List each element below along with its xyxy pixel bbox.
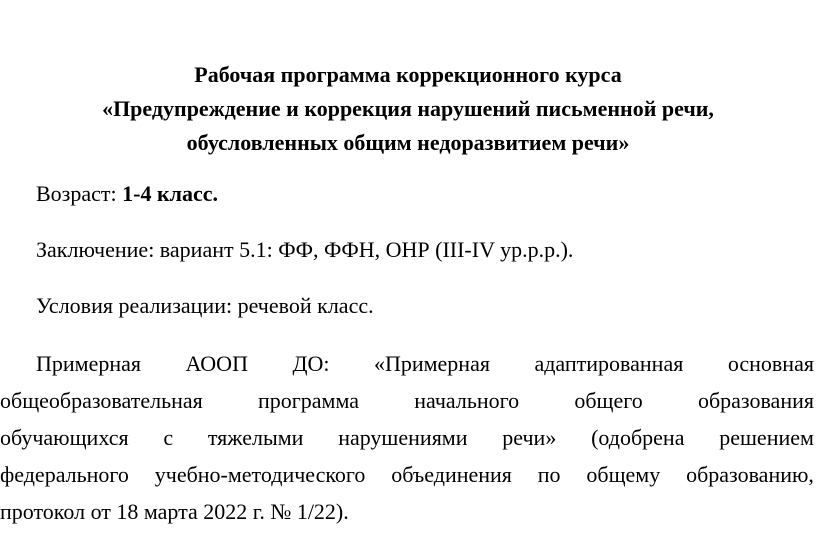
age-value: 1-4 класс. bbox=[122, 181, 218, 206]
word: АООП bbox=[185, 351, 248, 376]
conclusion-paragraph: Заключение: вариант 5.1: ФФ, ФФН, ОНР (III-IV ур.р.р.). bbox=[36, 237, 574, 262]
word: образованию, bbox=[686, 462, 814, 487]
word: объединения bbox=[391, 462, 512, 487]
title-line-1: Рабочая программа коррекционного курса bbox=[194, 62, 622, 87]
word: общего bbox=[574, 388, 643, 413]
word: начального bbox=[414, 388, 520, 413]
word: тяжелыми bbox=[207, 425, 304, 450]
word: решением bbox=[719, 425, 814, 450]
word: общему bbox=[586, 462, 661, 487]
word: речи» bbox=[502, 425, 557, 450]
word: «Примерная bbox=[373, 351, 490, 376]
word: Примерная bbox=[36, 351, 142, 376]
age-label: Возраст: bbox=[36, 181, 123, 206]
program-line-2 bbox=[0, 382, 814, 419]
word: основная bbox=[727, 351, 814, 376]
word: (одобрена bbox=[591, 425, 685, 450]
word: федерального bbox=[0, 462, 129, 487]
word: образования bbox=[697, 388, 814, 413]
conditions-paragraph: Условия реализации: речевой класс. bbox=[36, 293, 374, 318]
program-line-1 bbox=[0, 345, 814, 382]
word: обучающихся bbox=[0, 425, 129, 450]
word: нарушениями bbox=[338, 425, 468, 450]
title-line-2: «Предупреждение и коррекция нарушений письменной речи, bbox=[102, 96, 714, 121]
word: ДО: bbox=[292, 351, 330, 376]
word: адаптированная bbox=[534, 351, 684, 376]
word: с bbox=[163, 425, 174, 450]
word: общеобразовательная bbox=[0, 388, 203, 413]
title-line-3: обусловленных общим недоразвитием речи» bbox=[186, 130, 630, 155]
program-line-5: протокол от 18 марта 2022 г. № 1/22). bbox=[0, 499, 349, 524]
word: программа bbox=[257, 388, 359, 413]
program-line-3 bbox=[0, 419, 814, 456]
age-paragraph bbox=[36, 180, 218, 208]
document-title bbox=[0, 58, 816, 160]
word: по bbox=[537, 462, 561, 487]
program-line-4 bbox=[0, 456, 814, 493]
word: учебно-методического bbox=[154, 462, 366, 487]
program-paragraph bbox=[0, 345, 814, 530]
